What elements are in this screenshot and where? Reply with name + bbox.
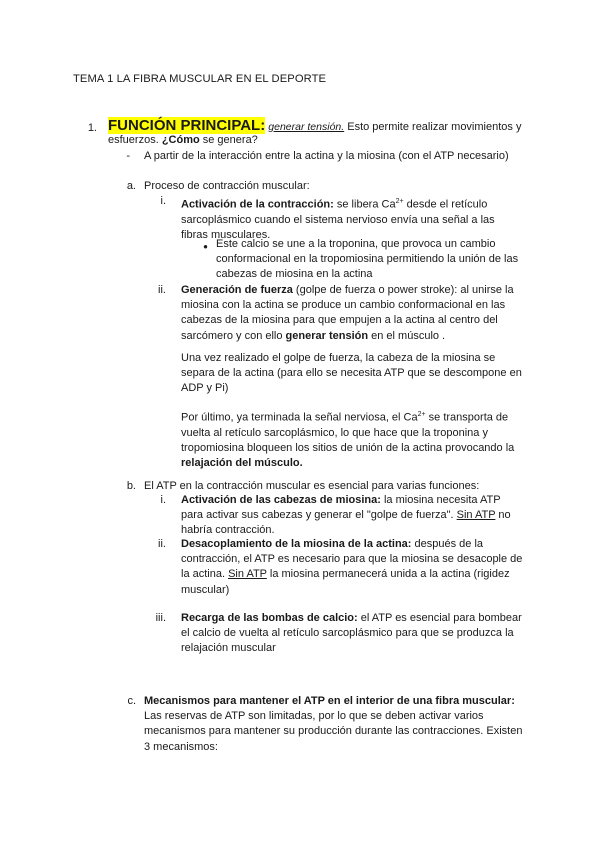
item-b-i-marker: i. [160,494,166,506]
relajacion-line-1b: se transporta de [425,411,509,424]
item-1-heading: FUNCIÓN PRINCIPAL: [108,117,266,134]
golpe-line-1: Una vez realizado el golpe de fuerza, la cabeza de la miosina se [181,352,496,364]
bullet-icon: ● [203,242,208,251]
item-c-paragraph [144,694,544,755]
item-1-text-c: se genera? [199,134,258,146]
document-title: TEMA 1 LA FIBRA MUSCULAR EN EL DEPORTE [73,73,327,85]
calcium-superscript-2: 2+ [417,411,426,418]
item-b-i-bold: Activación de las cabezas de miosina: [181,494,381,506]
item-b-iii-bold: Recarga de las bombas de calcio: [181,612,358,624]
item-b-iii-paragraph [181,611,541,657]
item-b-iii-line-2: el calcio de vuelta al retículo sarcoplásmico para que se produzca la [181,627,514,640]
item-a-marker: a. [126,180,136,192]
item-a-i-text: se libera Ca [333,198,396,211]
bullet-line-2: conformacional en la tropomiosina permitiendo la unión de las [216,253,519,266]
golpe-line-3: ADP y Pi) [181,382,229,395]
item-a-ii-line-4a: sarcómero y con ello [181,329,286,342]
sin-atp-underlined: Sin ATP [456,509,496,522]
item-b-ii-marker: ii. [158,538,166,550]
relajacion-line-3: tropomiosina bloqueen los sitios de unión de la actina provocando la [181,442,515,455]
item-a-i-line-3: fibras musculares. [181,229,271,242]
dash-text: A partir de la interacción entre la actina y la miosina (con el ATP necesario) [144,150,509,162]
item-a-ii-paragraph [181,283,531,344]
item-a-i-text-2: desde el retículo [403,198,488,211]
dash-marker: - [126,150,130,162]
item-1-text-b: esfuerzos. [108,134,162,146]
sin-atp-underlined-2: Sin ATP [228,568,267,581]
item-b-text: El ATP en la contracción muscular es esencial para varias funciones: [144,480,480,492]
golpe-paragraph [181,351,541,397]
bullet-line-3: cabezas de miosina en la actina [216,268,373,281]
item-c-line-4: 3 mecanismos: [144,740,218,753]
item-a-ii-marker: ii. [158,284,166,296]
item-b-ii-line-4: muscular) [181,583,230,596]
item-b-ii-line-3a: la actina. [181,568,229,581]
item-b-i-line-2a: para activar sus cabezas y generar el "golpe de fuerza". [181,509,457,522]
item-b-iii-text: el ATP es esencial para bombear [357,612,522,624]
item-b-marker: b. [126,480,136,492]
item-a-i-bold: Activación de la contracción: [181,198,334,211]
relajacion-bold: relajación del músculo. [181,457,303,470]
item-b-iii-line-3: relajación muscular [181,642,276,655]
item-1-text-a: Esto permite realizar movimientos y [344,121,522,133]
item-b-ii-line-3b: la miosina permanecerá unida a la actina (rigidez [266,568,510,581]
relajacion-line-1a: Por último, ya terminada la señal nerviosa, el Ca [181,411,418,424]
generar-tension-bold: generar tensión [285,329,369,342]
item-b-i-line-2b: no [495,509,511,522]
item-a-i-bullet-paragraph [216,237,546,283]
relajacion-line-2: vuelta al retículo sarcoplásmico, lo que hace que la troponina y [181,426,488,439]
item-a-i-marker: i. [160,195,166,207]
item-c-bold: Mecanismos para mantener el ATP en el interior de una fibra muscular: [144,695,515,707]
item-1-como: ¿Cómo [161,134,200,146]
item-b-ii-paragraph [181,537,541,598]
item-a-ii-bold: Generación de fuerza [181,284,293,296]
item-1-paragraph [108,116,538,148]
item-c-line-3: mecanismos para mantener su producción durante las contracciones. Existen [144,725,523,738]
item-1-number: 1. [87,122,97,134]
item-a-text: Proceso de contracción muscular: [144,180,310,192]
item-b-ii-bold: Desacoplamiento de la miosina de la actina: [181,538,412,550]
item-b-i-text: la miosina necesita ATP [380,494,501,506]
golpe-line-2: separa de la actina (para ello se necesita ATP que se descompone en [181,367,522,380]
item-b-i-paragraph [181,493,531,539]
relajacion-paragraph [181,407,541,471]
calcium-superscript: 2+ [395,198,404,205]
item-b-iii-marker: iii. [155,612,166,624]
item-a-i-line-2: sarcoplásmico cuando el sistema nervioso envía una señal a las [181,213,495,226]
item-a-ii-line-2: miosina con la actina se produce un cambio conformacional en las [181,299,506,312]
item-b-ii-line-2: contracción, el ATP es necesario para que la miosina se desacople de [181,553,523,566]
item-c-line-2: Las reservas de ATP son limitadas, por lo que se deben activar varios [144,710,484,723]
item-1-underlined: generar tensión. [268,121,345,133]
bullet-line-1: Este calcio se une a la troponina, que provoca un cambio [216,238,496,250]
item-c-marker: c. [127,695,136,707]
item-a-i-paragraph [181,194,521,243]
item-b-i-line-3: habría contracción. [181,524,275,537]
item-a-ii-line-4c: en el músculo . [368,329,446,342]
item-a-ii-text: (golpe de fuerza o power stroke): al unirse la [292,284,514,296]
item-b-ii-text: después de la [411,538,484,550]
item-a-ii-line-3: cabezas de la miosina para que empujen a la actina al centro del [181,314,498,327]
